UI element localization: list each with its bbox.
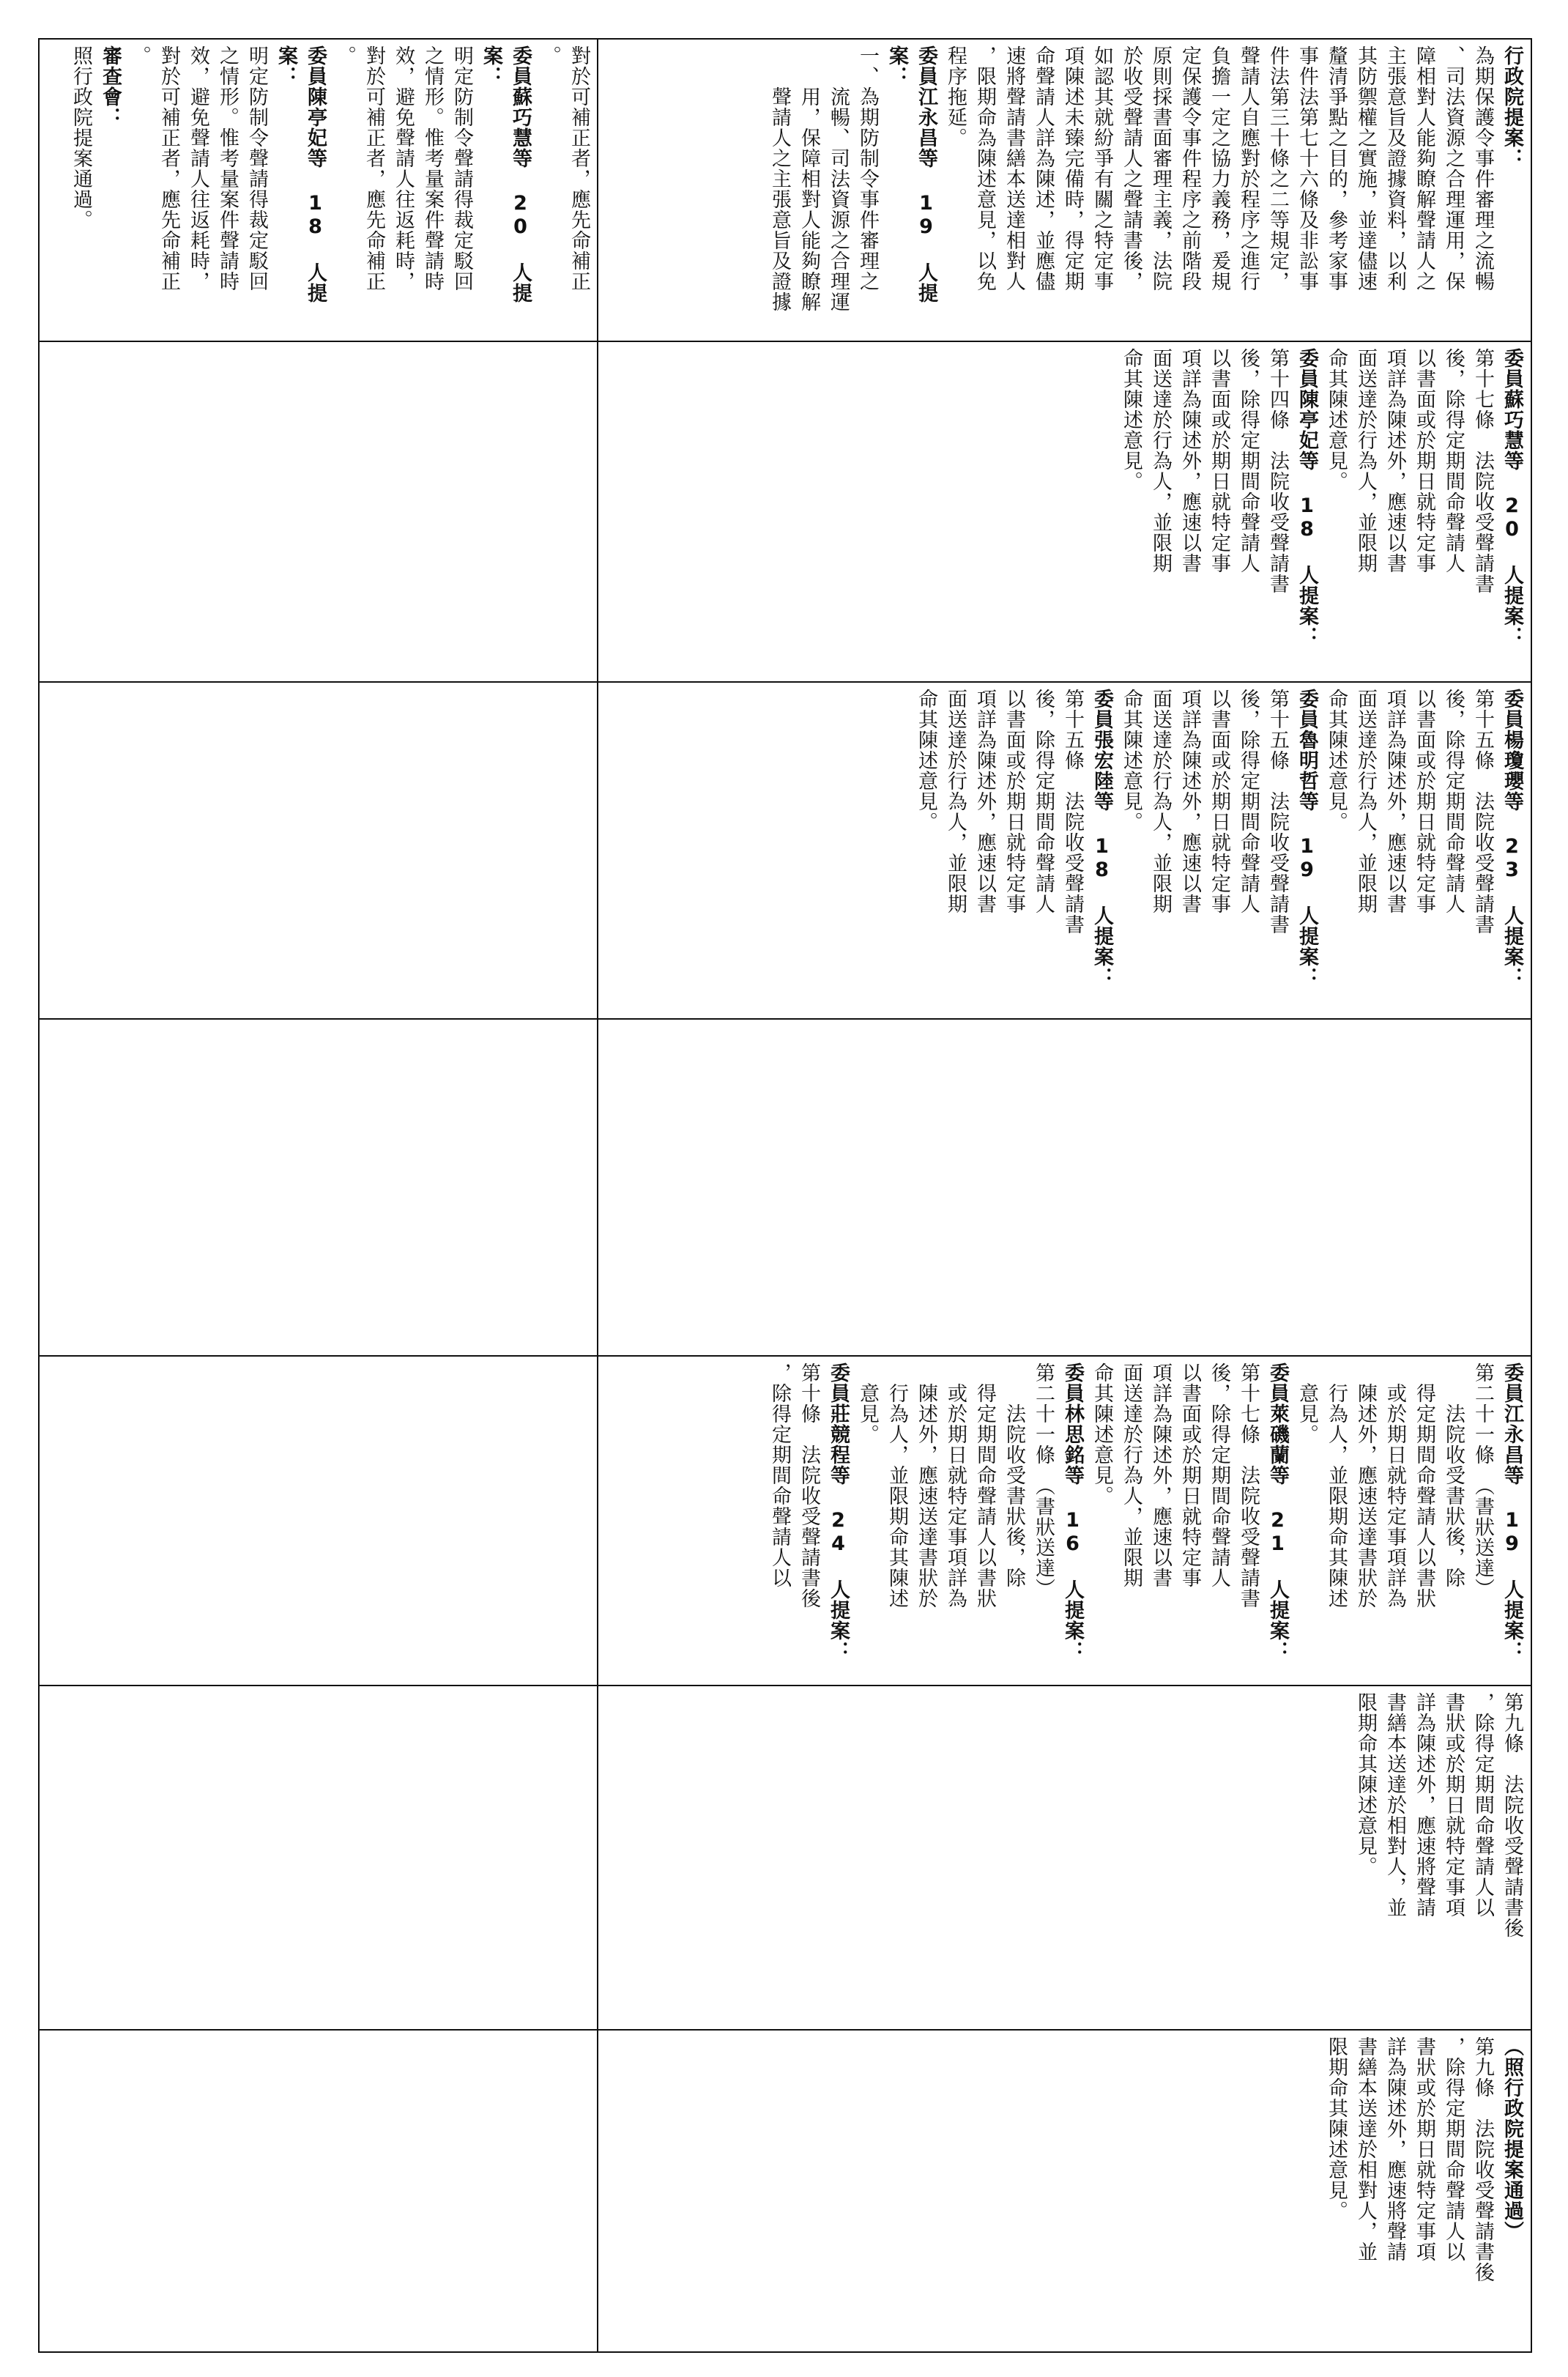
text-line: 聲請人之主張意旨及證據 bbox=[768, 45, 791, 312]
text-line: 以書面或於期日就特定事 bbox=[1208, 348, 1230, 574]
text-line: 以書面或於期日就特定事 bbox=[1413, 689, 1435, 914]
text-line: 明定防制令聲請得裁定駁回 bbox=[245, 45, 268, 292]
text-line: 以書面或於期日就特定事 bbox=[1413, 348, 1435, 574]
text-line: 後，除得定期間命聲請人 bbox=[1208, 1362, 1230, 1588]
text-line: 陳述外，應速送達書狀於 bbox=[915, 1362, 937, 1609]
empty-cell-row4 bbox=[602, 1026, 1526, 1350]
table-top-rule bbox=[38, 38, 1532, 40]
text-line: 第十條 法院收受聲請書後 bbox=[798, 1362, 820, 1609]
proposal-heading: 委員魯明哲等 19 人提案： bbox=[1296, 689, 1318, 987]
proposal-heading: 委員陳亭妃等 18 人提案： bbox=[275, 45, 327, 303]
text-line: 面送達於行為人，並限期 bbox=[1149, 689, 1172, 914]
text-line: 之情形。惟考量案件聲請時 bbox=[421, 45, 444, 292]
proposal-heading: 委員張宏陸等 18 人提案： bbox=[1090, 689, 1113, 987]
text-line: 原則採書面審理主義，法院 bbox=[1149, 45, 1172, 292]
proposal-heading: 委員蘇巧慧等 20 人提案： bbox=[1501, 348, 1523, 647]
text-line: 詳為陳述外，應速將聲請 bbox=[1383, 2036, 1406, 2262]
proposal-heading: 委員林思銘等 16 人提案： bbox=[1061, 1362, 1084, 1661]
text-line: 面送達於行為人，並限期 bbox=[1354, 348, 1377, 574]
text-line: 得定期間命聲請人以書狀 bbox=[973, 1362, 996, 1609]
text-line: 。 bbox=[538, 45, 561, 66]
text-line: 事件法第七十六條及非訟事 bbox=[1296, 45, 1318, 292]
article-cell-row6 bbox=[602, 1692, 1526, 2024]
article-cell-row7 bbox=[602, 2036, 1526, 2346]
text-line: 或於期日就特定事項詳為 bbox=[944, 1362, 967, 1609]
proposal-heading: 行政院提案： bbox=[1501, 45, 1523, 168]
text-line: ，除得定期間命聲請人以 bbox=[1442, 2036, 1465, 2262]
table-bottom-rule bbox=[38, 2351, 1532, 2353]
text-line: 意見。 bbox=[1296, 1362, 1318, 1445]
text-line: 以書面或於期日就特定事 bbox=[1178, 1362, 1201, 1588]
text-line: 以書面或於期日就特定事 bbox=[1208, 689, 1230, 914]
text-line: 定保護令事件程序之前階段 bbox=[1178, 45, 1201, 292]
text-line: 第九條 法院收受聲請書後 bbox=[1471, 2036, 1494, 2283]
text-line: 書繕本送達於相對人，並 bbox=[1354, 2036, 1377, 2262]
text-line: ，限期命為陳述意見，以免 bbox=[973, 45, 996, 292]
text-line: 主張意旨及證據資料，以利 bbox=[1383, 45, 1406, 292]
text-line: 為期保護令事件審理之流暢 bbox=[1471, 45, 1494, 292]
text-line: 如認其就紛爭有關之特定事 bbox=[1090, 45, 1113, 292]
text-line: 其防禦權之實施，並達儘速 bbox=[1354, 45, 1377, 292]
text-line: 命其陳述意見。 bbox=[1120, 348, 1142, 492]
text-line: 聲請人自應對於程序之進行 bbox=[1237, 45, 1260, 292]
text-line: 命聲請人詳為陳述，並應儘 bbox=[1032, 45, 1055, 292]
article-cell-row5 bbox=[602, 1362, 1526, 1680]
text-line: 項陳述未臻完備時，得定期 bbox=[1061, 45, 1084, 292]
text-line: 項詳為陳述外，應速以書 bbox=[1383, 689, 1406, 914]
text-line: 面送達於行為人，並限期 bbox=[1354, 689, 1377, 914]
row-divider-4 bbox=[38, 1355, 1532, 1357]
text-line: 法院收受書狀後，除 bbox=[1003, 1362, 1025, 1588]
text-line: 照行政院提案通過。 bbox=[70, 45, 92, 230]
proposal-heading: 委員楊瓊瓔等 23 人提案： bbox=[1501, 689, 1523, 987]
text-line: 效，避免聲請人往返耗時， bbox=[187, 45, 209, 292]
text-line: 用，保障相對人能夠瞭解 bbox=[798, 45, 820, 312]
review-heading: 審查會： bbox=[99, 45, 122, 127]
proposal-heading: 委員蘇巧慧等 20 人提案： bbox=[480, 45, 532, 303]
text-line: 。 bbox=[128, 45, 151, 66]
table-left-rule bbox=[38, 38, 40, 2353]
text-line: 項詳為陳述外，應速以書 bbox=[1383, 348, 1406, 574]
text-line: 流暢、司法資源之合理運 bbox=[827, 45, 850, 312]
row-divider-6 bbox=[38, 2029, 1532, 2031]
article-cell-row3 bbox=[602, 689, 1526, 1013]
text-line: 得定期間命聲請人以書狀 bbox=[1413, 1362, 1435, 1609]
text-line: 面送達於行為人，並限期 bbox=[944, 689, 967, 914]
text-line: 行為人，並限期命其陳述 bbox=[1325, 1362, 1348, 1609]
text-line: 障相對人能夠瞭解聲請人之 bbox=[1413, 45, 1435, 292]
text-line: 陳述外，應速送達書狀於 bbox=[1354, 1362, 1377, 1609]
text-line: 以書面或於期日就特定事 bbox=[1003, 689, 1025, 914]
text-line: 項詳為陳述外，應速以書 bbox=[973, 689, 996, 914]
text-line: 明定防制令聲請得裁定駁回 bbox=[450, 45, 473, 292]
text-line: ，除得定期間命聲請人以 bbox=[1471, 1692, 1494, 1918]
executive-explanation-cell bbox=[602, 45, 1526, 335]
row-divider-1 bbox=[38, 341, 1532, 342]
text-line: 對於可補正者，應先命補正 bbox=[157, 45, 180, 292]
text-line: 行為人，並限期命其陳述 bbox=[885, 1362, 908, 1609]
text-line: 後，除得定期間命聲請人 bbox=[1237, 689, 1260, 914]
text-line: 、司法資源之合理運用，保 bbox=[1442, 45, 1465, 292]
continuation-cell bbox=[44, 45, 593, 335]
proposal-heading: 委員萊磯蘭等 21 人提案： bbox=[1266, 1362, 1289, 1661]
text-line: 於收受聲請人之聲請書後， bbox=[1120, 45, 1142, 292]
text-line: 面送達於行為人，並限期 bbox=[1120, 1362, 1142, 1588]
table-right-rule bbox=[1531, 38, 1532, 2353]
text-line: 後，除得定期間命聲請人 bbox=[1442, 689, 1465, 914]
text-line: 第九條 法院收受聲請書後 bbox=[1501, 1692, 1523, 1938]
text-line: 項詳為陳述外，應速以書 bbox=[1178, 348, 1201, 574]
proposal-heading: 委員陳亭妃等 18 人提案： bbox=[1296, 348, 1318, 647]
text-line: 。 bbox=[333, 45, 356, 66]
text-line: 第二十一條 （書狀送達） bbox=[1471, 1362, 1494, 1599]
text-line: 後，除得定期間命聲請人 bbox=[1442, 348, 1465, 574]
text-line: 第二十一條 （書狀送達） bbox=[1032, 1362, 1055, 1599]
text-line: 負擔一定之協力義務，爰規 bbox=[1208, 45, 1230, 292]
text-line: 法院收受書狀後，除 bbox=[1442, 1362, 1465, 1588]
text-line: 項詳為陳述外，應速以書 bbox=[1178, 689, 1201, 914]
row-divider-5 bbox=[38, 1685, 1532, 1686]
text-line: 之情形。惟考量案件聲請時 bbox=[216, 45, 239, 292]
text-line: 意見。 bbox=[856, 1362, 879, 1445]
text-line: 效，避免聲請人往返耗時， bbox=[392, 45, 415, 292]
row-divider-2 bbox=[38, 681, 1532, 683]
column-divider bbox=[597, 38, 598, 2353]
text-line: 件法第三十條之二等規定， bbox=[1266, 45, 1289, 292]
text-line: 對於可補正者，應先命補正 bbox=[363, 45, 385, 292]
text-line: 書狀或於期日就特定事項 bbox=[1413, 2036, 1435, 2262]
text-line: 第十四條 法院收受聲請書 bbox=[1266, 348, 1289, 594]
text-line: 釐清爭點之目的，參考家事 bbox=[1325, 45, 1348, 292]
text-line: 後，除得定期間命聲請人 bbox=[1032, 689, 1055, 914]
text-line: 命其陳述意見。 bbox=[1325, 689, 1348, 832]
article-cell-row2 bbox=[602, 348, 1526, 676]
resolution-heading: （照行政院提案通過） bbox=[1501, 2036, 1523, 2241]
text-line: 第十五條 法院收受聲請書 bbox=[1266, 689, 1289, 935]
text-line: 命其陳述意見。 bbox=[1325, 348, 1348, 492]
text-line: 面送達於行為人，並限期 bbox=[1149, 348, 1172, 574]
text-line: 命其陳述意見。 bbox=[1090, 1362, 1113, 1506]
text-line: 限期命其陳述意見。 bbox=[1325, 2036, 1348, 2221]
text-line: 第十七條 法院收受聲請書 bbox=[1237, 1362, 1260, 1609]
text-line: 項詳為陳述外，應速以書 bbox=[1149, 1362, 1172, 1588]
text-line: 命其陳述意見。 bbox=[915, 689, 937, 832]
proposal-heading: 委員江永昌等 19 人提案： bbox=[885, 45, 937, 303]
proposal-heading: 委員江永昌等 19 人提案： bbox=[1501, 1362, 1523, 1661]
text-line: 書狀或於期日就特定事項 bbox=[1442, 1692, 1465, 1918]
text-line: 第十七條 法院收受聲請書 bbox=[1471, 348, 1494, 594]
text-line: 第十五條 法院收受聲請書 bbox=[1061, 689, 1084, 935]
text-line: 或於期日就特定事項詳為 bbox=[1383, 1362, 1406, 1609]
text-line: 書繕本送達於相對人，並 bbox=[1383, 1692, 1406, 1918]
text-line: 速將聲請書繕本送達相對人 bbox=[1003, 45, 1025, 292]
text-line: 詳為陳述外，應速將聲請 bbox=[1413, 1692, 1435, 1918]
text-line: 程序拖延。 bbox=[944, 45, 967, 148]
row-divider-3 bbox=[38, 1018, 1532, 1020]
text-line: 對於可補正者，應先命補正 bbox=[568, 45, 590, 292]
text-line: ，除得定期間命聲請人以 bbox=[768, 1362, 791, 1588]
proposal-heading: 委員莊競程等 24 人提案： bbox=[827, 1362, 850, 1661]
text-line: 一、為期防制令事件審理之 bbox=[856, 45, 879, 292]
text-line: 命其陳述意見。 bbox=[1120, 689, 1142, 832]
text-line: 限期命其陳述意見。 bbox=[1354, 1692, 1377, 1877]
text-line: 第十五條 法院收受聲請書 bbox=[1471, 689, 1494, 935]
text-line: 後，除得定期間命聲請人 bbox=[1237, 348, 1260, 574]
